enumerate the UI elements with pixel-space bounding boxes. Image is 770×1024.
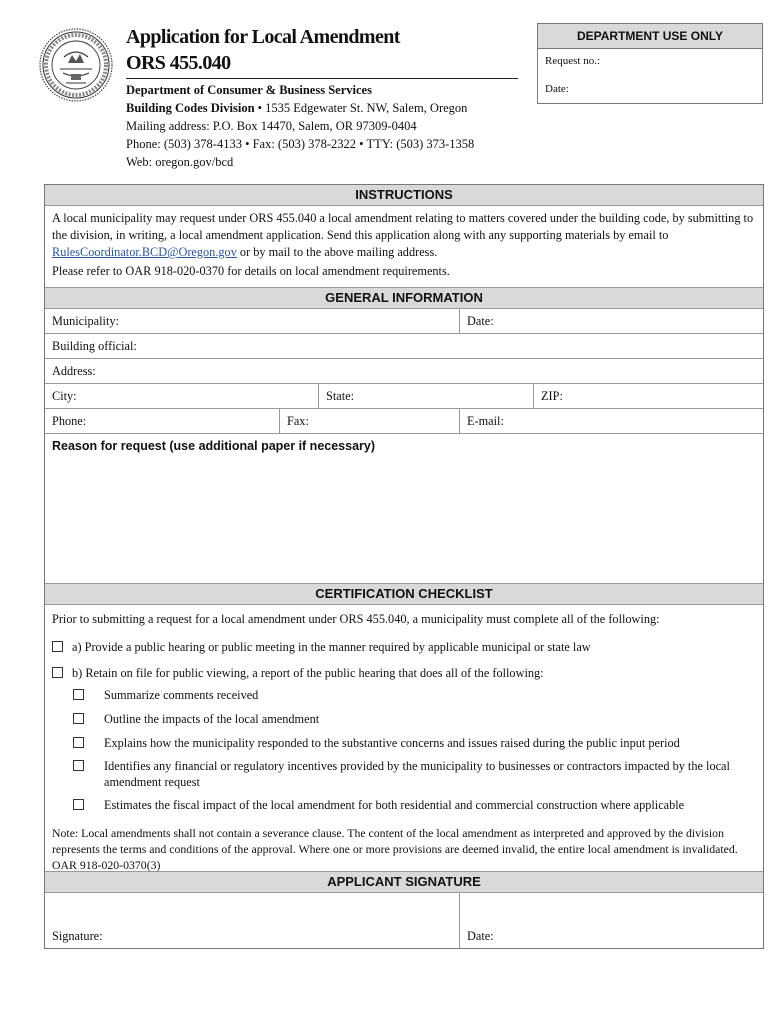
reason-for-request-area[interactable]: [45, 434, 763, 584]
checkbox-public-hearing[interactable]: [52, 641, 63, 652]
signature-field[interactable]: [45, 893, 459, 948]
signature-row: [45, 893, 763, 948]
contact-phones: Phone: (503) 378-4133 • Fax: (503) 378-2322 • TTY: (503) 373-1358: [126, 137, 475, 151]
department-date-field[interactable]: Date:: [545, 83, 569, 95]
state-seal-icon: [38, 27, 114, 103]
agency-info: [126, 81, 536, 171]
instructions-reference: Please refer to OAR 918-020-0370 for details on local amendment requirements.: [52, 264, 450, 278]
division-address: • 1535 Edgewater St. NW, Salem, Oregon: [254, 101, 468, 115]
state-field[interactable]: State:: [318, 384, 533, 408]
division-name: Building Codes Division: [126, 101, 255, 115]
title-line-2: ORS 455.040: [126, 52, 231, 74]
phone-row: [45, 409, 763, 434]
checkbox-estimates-fiscal-impact[interactable]: [73, 799, 84, 810]
applicant-signature-heading: APPLICANT SIGNATURE: [45, 872, 763, 893]
checklist-item-a-label: a) Provide a public hearing or public meeting in the manner required by applicable municipal or state law: [72, 640, 591, 654]
checklist-intro: Prior to submitting a request for a local amendment under ORS 455.040, a municipality must complete all of the following:: [52, 612, 660, 626]
department-name: Department of Consumer & Business Services: [126, 83, 372, 97]
checkbox-explains-response[interactable]: [73, 737, 84, 748]
building-official-field[interactable]: Building official:: [52, 339, 137, 353]
website: Web: oregon.gov/bcd: [126, 155, 234, 169]
city-field[interactable]: City:: [52, 389, 77, 403]
checklist-item-b-label: b) Retain on file for public viewing, a report of the public hearing that does all of the following:: [72, 666, 544, 680]
sub-item-5-label: Estimates the fiscal impact of the local amendment for both residential and commercial construction where applicable: [104, 798, 685, 812]
checkbox-retain-report[interactable]: [52, 667, 63, 678]
building-official-row: [45, 334, 763, 359]
general-information-heading: GENERAL INFORMATION: [45, 288, 763, 309]
title-divider: [126, 78, 518, 79]
title-line-1: Application for Local Amendment: [126, 26, 400, 48]
checkbox-summarize-comments[interactable]: [73, 689, 84, 700]
reason-for-request-label: Reason for request (use additional paper if necessary): [52, 439, 376, 453]
phone-field[interactable]: Phone:: [52, 414, 87, 428]
address-field[interactable]: Address:: [52, 364, 96, 378]
mailing-address: Mailing address: P.O. Box 14470, Salem, OR 97309-0404: [126, 119, 417, 133]
sub-item-3-label: Explains how the municipality responded to the substantive concerns and issues raised during the public input period: [104, 736, 680, 750]
city-row: [45, 384, 763, 409]
department-use-box: [537, 23, 763, 104]
zip-field[interactable]: ZIP:: [533, 384, 763, 408]
signature-label: Signature:: [52, 929, 103, 943]
checkbox-outline-impacts[interactable]: [73, 713, 84, 724]
request-number-field[interactable]: Request no.:: [545, 55, 600, 67]
municipality-field[interactable]: Municipality:: [52, 314, 119, 328]
municipality-row: [45, 309, 763, 334]
signature-date-label: Date:: [467, 929, 494, 943]
address-row: [45, 359, 763, 384]
sub-item-2-label: Outline the impacts of the local amendment: [104, 712, 320, 726]
form-title: [126, 24, 518, 76]
department-use-heading: DEPARTMENT USE ONLY: [538, 24, 762, 49]
checklist-section: [45, 605, 763, 872]
email-field[interactable]: E-mail:: [459, 409, 763, 433]
checkbox-identifies-incentives[interactable]: [73, 760, 84, 771]
instructions-section: [45, 206, 763, 288]
severance-note: Note: Local amendments shall not contain a severance clause. The content of the local amendment as interpreted and approved by the division represents the terms and conditions of the approval. Where one or more provisions are deemed invalid, the entire local amendment is invalidated. OAR 918-020-0370(3): [52, 826, 738, 872]
email-link[interactable]: RulesCoordinator.BCD@Oregon.gov: [52, 245, 237, 259]
sub-item-1-label: Summarize comments received: [104, 688, 259, 702]
fax-field[interactable]: Fax:: [279, 409, 459, 433]
instructions-text: A local municipality may request under ORS 455.040 a local amendment relating to matters covered under the building code, by submitting to the division, in writing, a local amendment application. Send this application along with any supporting materials by email to RulesCoordinator.BCD@Oregon.gov or by mail to the above mailing address.: [52, 211, 754, 259]
sub-item-4-label: Identifies any financial or regulatory incentives provided by the municipality to businesses or contractors impacted by the local amendment request: [104, 759, 730, 789]
instructions-heading: INSTRUCTIONS: [45, 185, 763, 206]
application-form: [44, 184, 764, 949]
certification-checklist-heading: CERTIFICATION CHECKLIST: [45, 584, 763, 605]
signature-date-field[interactable]: [459, 893, 763, 948]
general-date-field[interactable]: Date:: [459, 309, 763, 333]
